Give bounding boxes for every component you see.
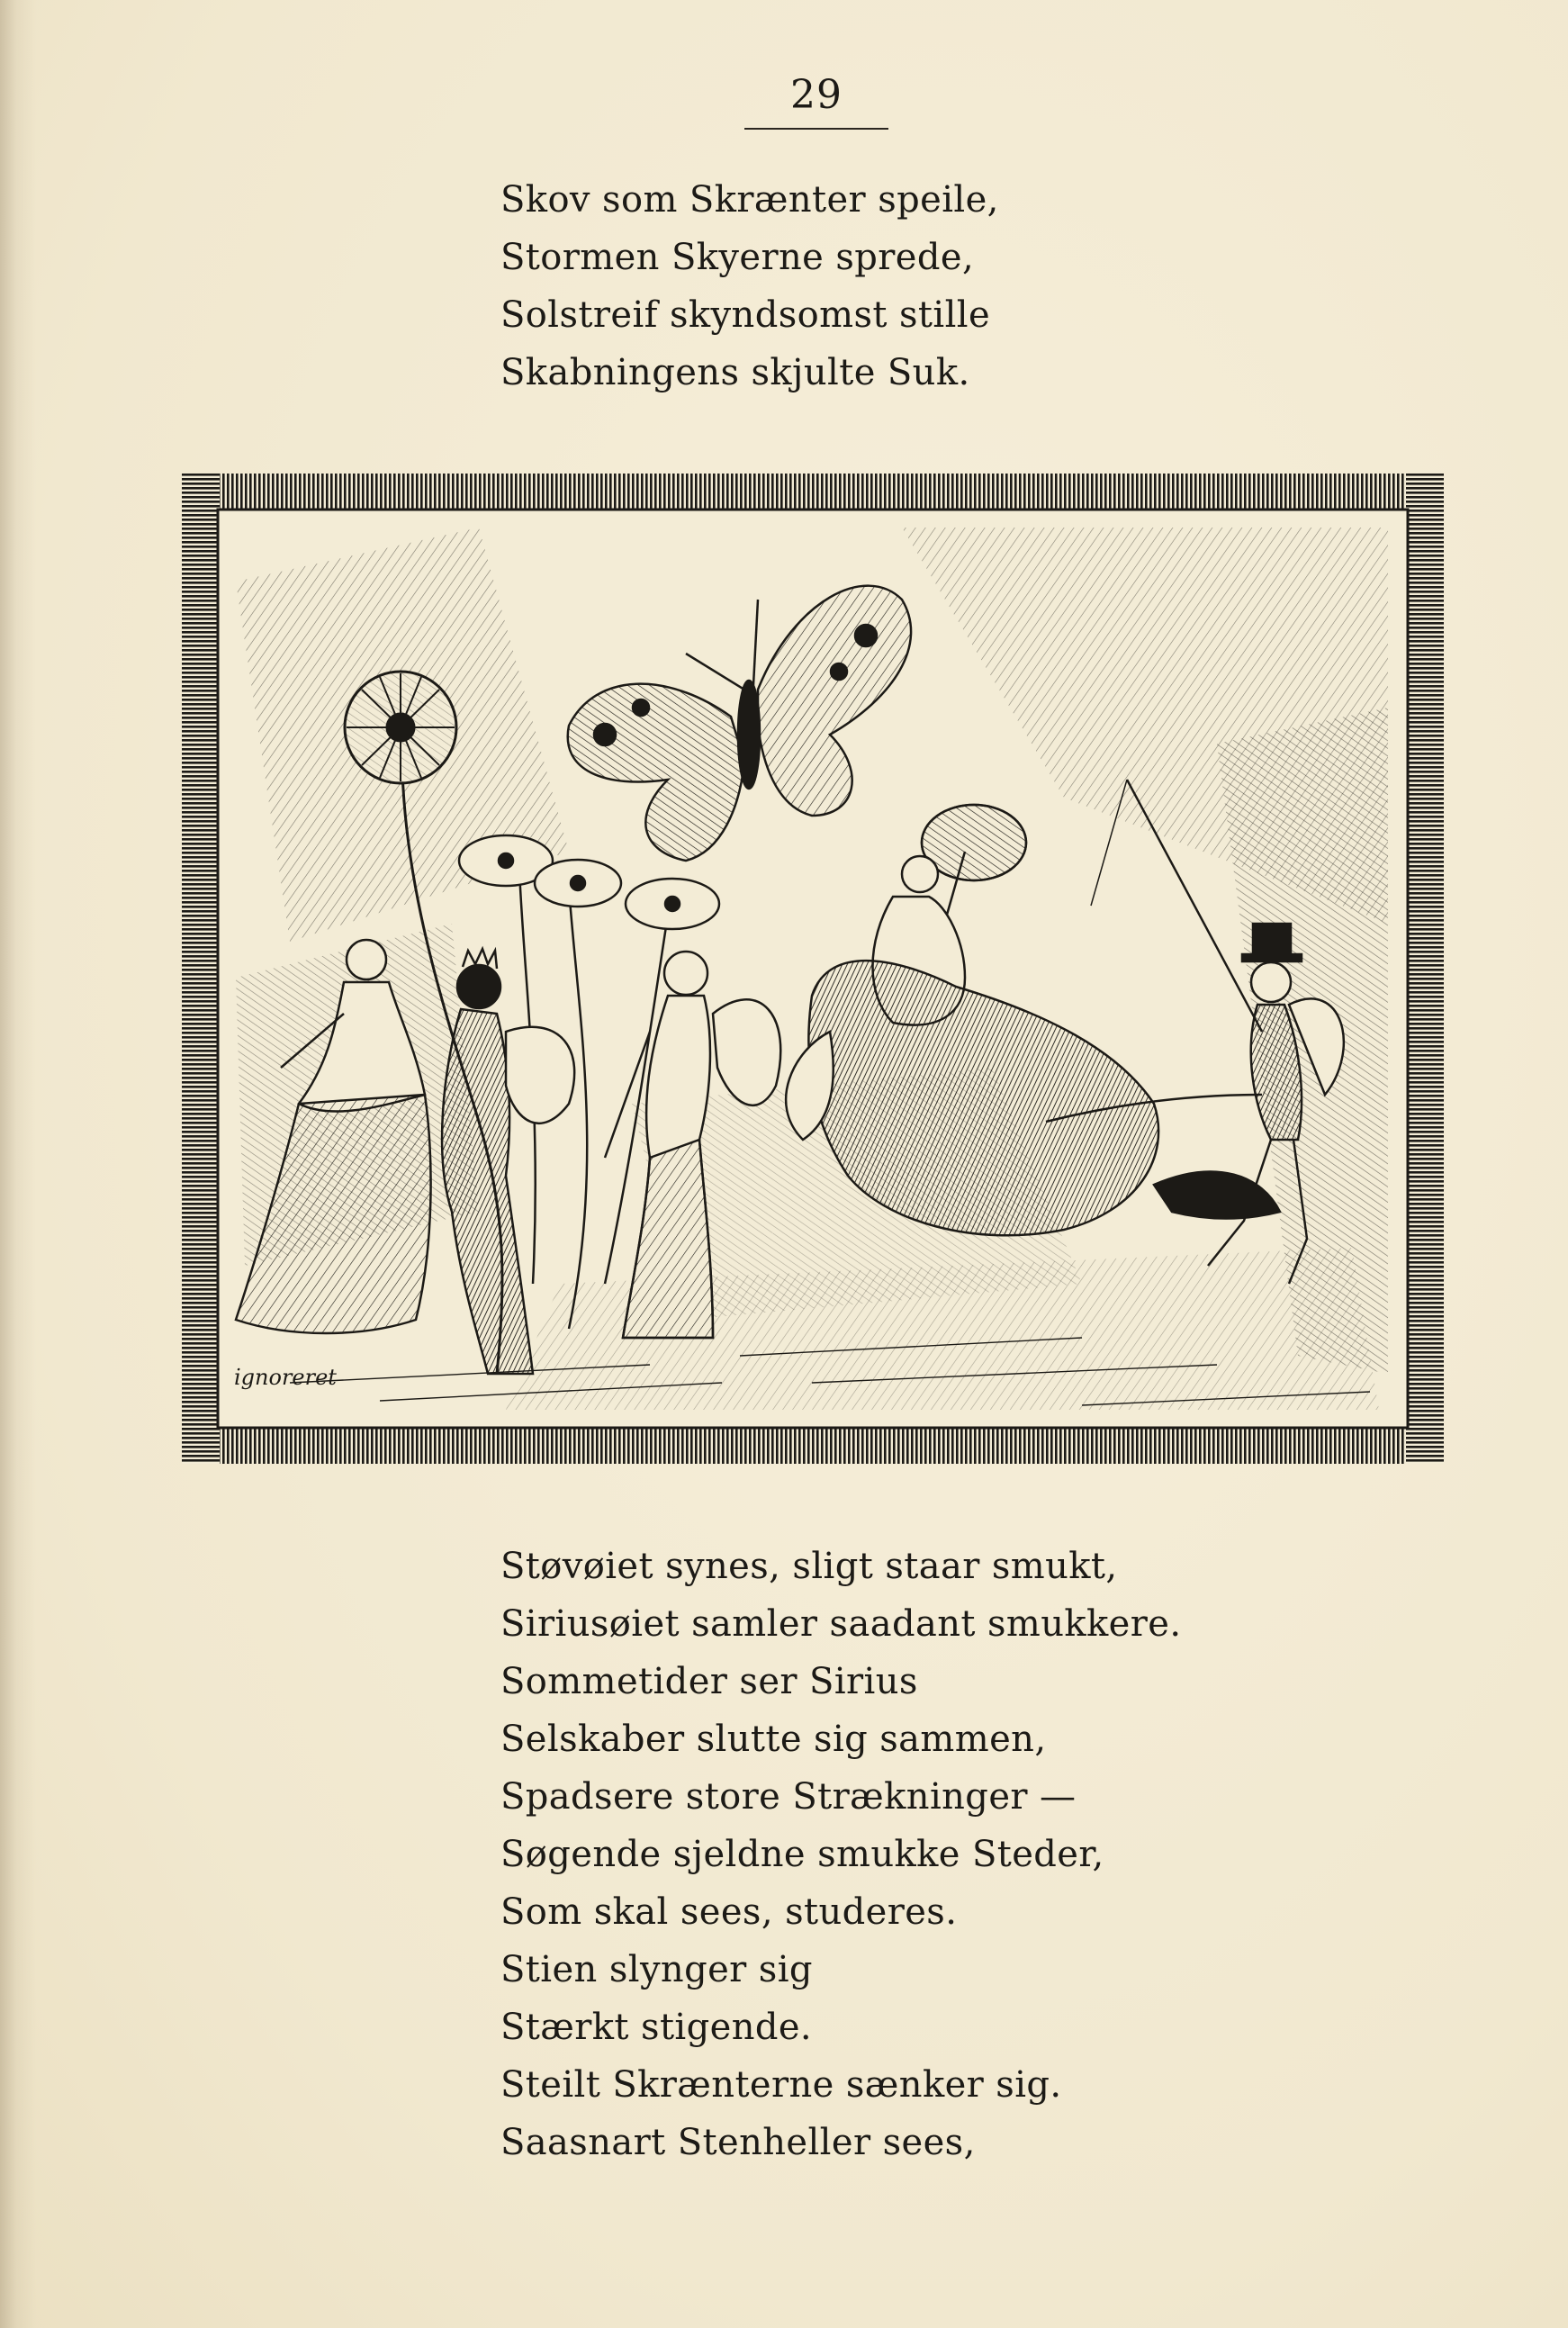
verse-line: Skabningens skjulte Suk. bbox=[500, 352, 970, 393]
page-number: 29 bbox=[790, 72, 843, 118]
verse-line: Steilt Skrænterne sænker sig. bbox=[500, 2064, 1062, 2106]
verse-line: Sommetider ser Sirius bbox=[500, 1661, 918, 1702]
verse-line: Saasnart Stenheller sees, bbox=[500, 2122, 976, 2163]
verse-line: Som skal sees, studeres. bbox=[500, 1891, 958, 1933]
verse-line: Søgende sjeldne smukke Steder, bbox=[500, 1834, 1104, 1875]
verse-line: Selskaber slutte sig sammen, bbox=[500, 1719, 1047, 1760]
page-number-rule bbox=[744, 128, 888, 130]
illustration-fairy-procession bbox=[182, 474, 1444, 1464]
verse-line: Skov som Skrænter speile, bbox=[500, 179, 999, 221]
artist-signature: ignoreret bbox=[234, 1365, 337, 1390]
verse-line: Stærkt stigende. bbox=[500, 2007, 813, 2048]
verse-line: Stormen Skyerne sprede, bbox=[500, 237, 975, 278]
verse-line: Stien slynger sig bbox=[500, 1949, 813, 1990]
verse-line: Spadsere store Strækninger — bbox=[500, 1776, 1077, 1818]
verse-line: Siriusøiet samler saadant smukkere. bbox=[500, 1603, 1182, 1645]
verse-bottom bbox=[500, 1538, 1181, 2171]
verse-line: Solstreif skyndsomst stille bbox=[500, 294, 991, 336]
verse-top bbox=[500, 171, 999, 402]
verse-line: Støvøiet synes, sligt staar smukt, bbox=[500, 1546, 1118, 1587]
